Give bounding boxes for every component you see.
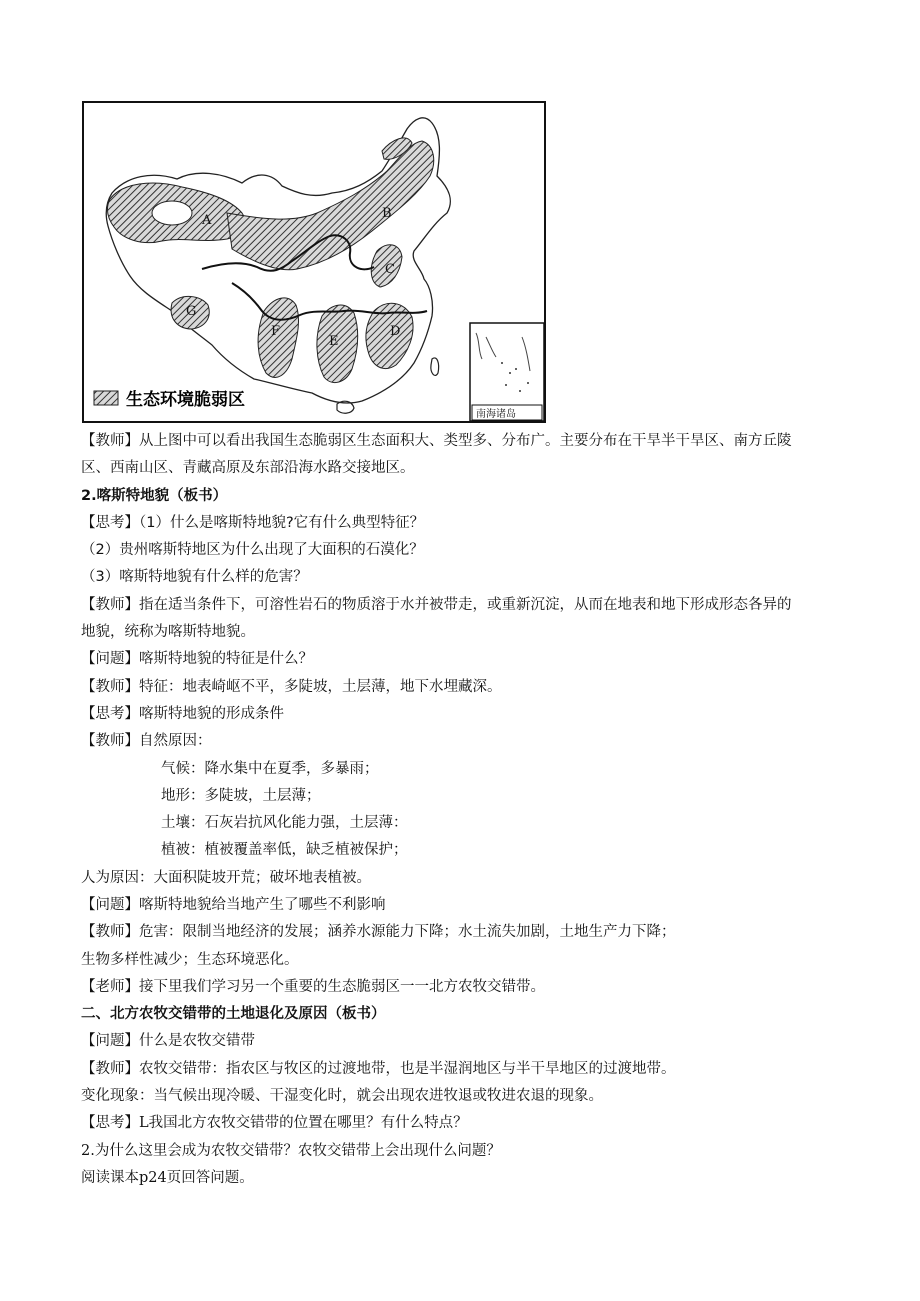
legend-label: 生态环境脆弱区 [126,390,245,410]
region-label-f: F [271,324,281,339]
paragraph-line: 【教师】自然原因： [81,733,212,749]
paragraph-line: 气候：降水集中在夏季，多暴雨； [161,761,379,777]
paragraph-line: 【教师】特征：地表崎岖不平，多陡坡，土层薄，地下水埋藏深。 [81,679,502,695]
paragraph-line: 阅读课本p24页回答问题。 [81,1170,254,1186]
paragraph-line: 【思考】L我国北方农牧交错带的位置在哪里？有什么特点？ [81,1115,468,1131]
china-ecological-fragile-zones-map [82,101,546,423]
region-label-b: B [382,206,392,221]
legend-swatch [94,391,118,405]
region-label-c: C [385,262,395,277]
paragraph-line: 【问题】什么是农牧交错带 [81,1033,255,1049]
paragraph-line: 【教师】指在适当条件下，可溶性岩石的物质溶于水并被带走，或重新沉淀，从而在地表和地下形成形态各异的 [81,597,792,613]
paragraph-line: 人为原因：大面积陡坡开荒；破坏地表植被。 [81,870,371,886]
paragraph-line: 土壤：石灰岩抗风化能力强，土层薄： [161,815,408,831]
region-label-e: E [329,334,339,349]
paragraph-line: 区、西南山区、青藏高原及东部沿海水路交接地区。 [81,460,415,476]
paragraph-line: 【教师】从上图中可以看出我国生态脆弱区生态面积大、类型多、分布广。主要分布在干旱半干旱区、南方丘陵 [81,433,792,449]
paragraph-line: （2）贵州喀斯特地区为什么出现了大面积的石漠化？ [81,542,424,558]
paragraph-line: 植被：植被覆盖率低，缺乏植被保护； [161,842,408,858]
paragraph-line: 【问题】喀斯特地貌的特征是什么？ [81,651,313,667]
paragraph-line: 地貌，统称为喀斯特地貌。 [81,624,255,640]
region-label-d: D [390,324,401,339]
section-heading: 2.喀斯特地貌（板书） [81,488,228,504]
region-label-g: G [186,304,197,319]
paragraph-line: 【思考】喀斯特地貌的形成条件 [81,706,284,722]
paragraph-line: 【思考】（1）什么是喀斯特地貌?它有什么典型特征？ [81,515,425,531]
paragraph-line: 【问题】喀斯特地貌给当地产生了哪些不利影响 [81,897,386,913]
paragraph-line: 【老师】接下里我们学习另一个重要的生态脆弱区一一北方农牧交错带。 [81,979,545,995]
paragraph-line: 生物多样性减少；生态环境恶化。 [81,952,299,968]
region-label-a: A [202,213,212,228]
paragraph-line: 地形：多陡坡，土层薄； [161,788,321,804]
paragraph-line: 2.为什么这里会成为农牧交错带？农牧交错带上会出现什么问题？ [81,1143,501,1159]
paragraph-line: （3）喀斯特地貌有什么样的危害？ [81,569,308,585]
paragraph-line: 变化现象：当气候出现冷暖、干湿变化时，就会出现农进牧退或牧进农退的现象。 [81,1088,603,1104]
section-heading: 二、北方农牧交错带的土地退化及原因（板书） [81,1006,386,1022]
inset-label: 南海诸岛 [476,409,516,420]
paragraph-line: 【教师】农牧交错带：指农区与牧区的过渡地带，也是半湿润地区与半干旱地区的过渡地带。 [81,1061,676,1077]
paragraph-line: 【教师】危害：限制当地经济的发展；涵养水源能力下降；水土流失加剧，土地生产力下降； [81,924,676,940]
